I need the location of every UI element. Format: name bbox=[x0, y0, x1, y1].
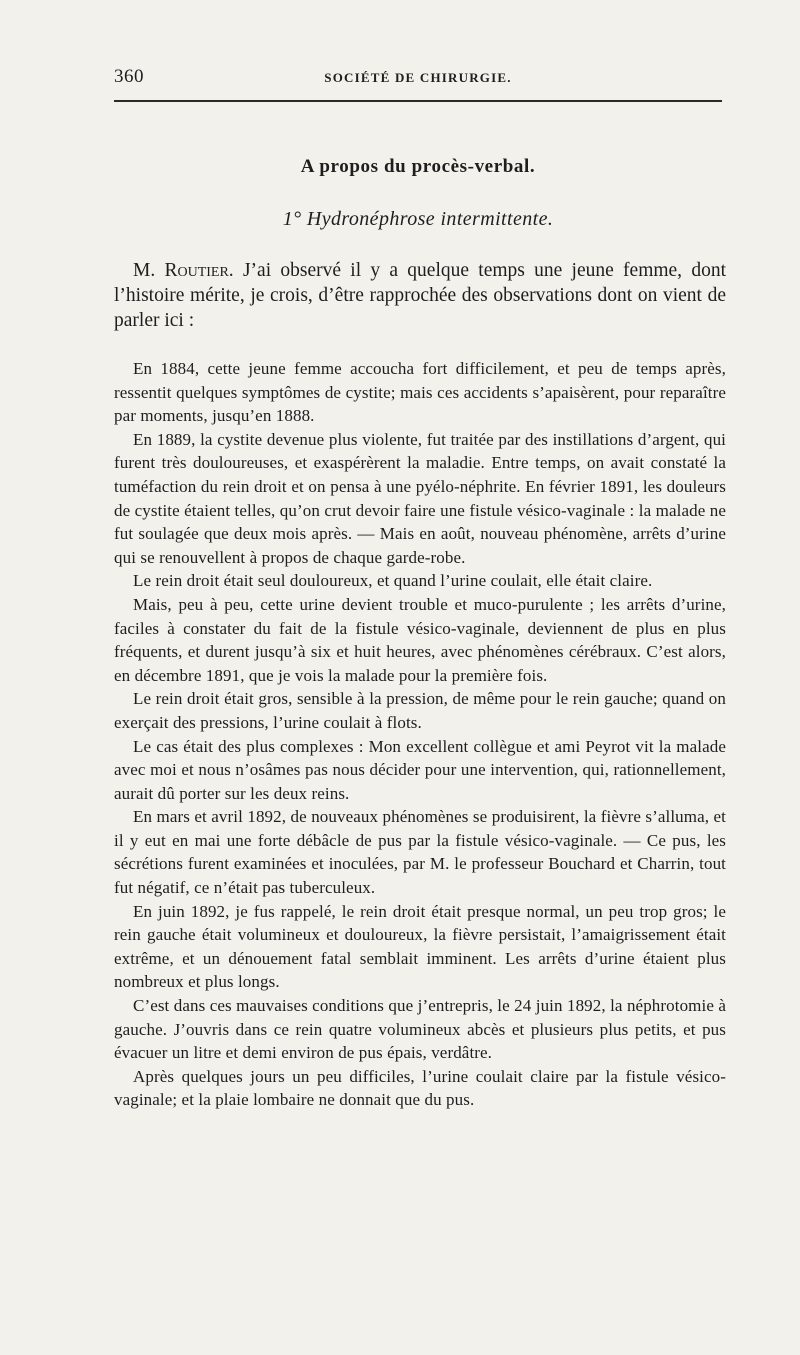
paragraph: Après quelques jours un peu difficiles, l’urine coulait claire par la fistule vésico-vaginale; et la plaie lombaire ne donnait que du pus. bbox=[114, 1066, 726, 1110]
running-head: SOCIÉTÉ DE CHIRURGIE. bbox=[324, 70, 512, 85]
paragraph: Le rein droit était seul douloureux, et quand l’urine coulait, elle était claire. bbox=[133, 571, 653, 591]
subsection-title: 1° Hydronéphrose intermittente. bbox=[282, 208, 554, 230]
paragraph: Mais, peu à peu, cette urine devient trouble et muco-purulente ; les arrêts d’urine, faciles à constater du fait de la fistule vésico-vaginale, deviennent de plus en plus fréquents, et durent jusqu’à six et huit heures, avec phénomènes cérébraux. C’est alors, en décembre 1891, que je vois la malade pour la première fois. bbox=[114, 594, 726, 685]
paragraph: C’est dans ces mauvaises conditions que j’entrepris, le 24 juin 1892, la néphrotomie à gauche. J’ouvris dans ce rein quatre volumineux abcès et plusieurs plus petits, et pus évacuer un litre et demi environ de pus épais, verdâtre. bbox=[114, 996, 726, 1063]
paragraph: En 1889, la cystite devenue plus violente, fut traitée par des instillations d’argent, qui furent très douloureuses, et exaspérèrent la maladie. Entre temps, on avait constaté la tuméfaction du rein droit et on pensa à une pyélo-néphrite. En février 1891, les douleurs de cystite étaient telles, qu’on crut devoir faire une fistule vésico-vaginale : la malade ne fut soulagée que deux mois après. — Mais en août, nouveau phénomène, arrêts d’urine qui se renouvellent à propos de chaque garde-robe. bbox=[114, 429, 726, 567]
page-header bbox=[114, 62, 722, 96]
intro-text: J’ai observé il y a quelque temps une jeune femme, dont l’histoire mérite, je crois, d’être rapprochée des observations dont on vient de parler ici : bbox=[114, 260, 726, 331]
speaker-name: M. Routier. bbox=[133, 260, 234, 281]
paragraph: En juin 1892, je fus rappelé, le rein droit était presque normal, un peu trop gros; le rein gauche était volumineux et douloureux, la fièvre persistait, l’amaigrissement était extrême, et un dénouement fatal semblait imminent. Les arrêts d’urine étaient plus nombreux et plus longs. bbox=[114, 901, 726, 992]
header-rule bbox=[114, 100, 722, 102]
paragraph: Le cas était des plus complexes : Mon excellent collègue et ami Peyrot vit la malade avec moi et nous n’osâmes pas nous décider pour une intervention, qui, rationnellement, aurait dû porter sur les deux reins. bbox=[114, 736, 726, 803]
body-text bbox=[114, 357, 726, 1112]
page-number: 360 bbox=[114, 66, 144, 87]
paragraph: Le rein droit était gros, sensible à la pression, de même pour le rein gauche; quand on exerçait des pressions, l’urine coulait à flots. bbox=[114, 689, 726, 732]
paragraph: En mars et avril 1892, de nouveaux phénomènes se produisirent, la fièvre s’alluma, et il y eut en mai une forte débâcle de pus par la fistule vésico-vaginale. — Ce pus, les sécrétions furent examinées et inoculées, par M. le professeur Bouchard et Charrin, tout fut négatif, ce n’était pas tuberculeux. bbox=[114, 807, 726, 898]
paragraph: En 1884, cette jeune femme accoucha fort difficilement, et peu de temps après, ressentit quelques symptômes de cystite; mais ces accidents s’apaisèrent, pour reparaître par moments, jusqu’en 1888. bbox=[114, 359, 726, 426]
intro-paragraph bbox=[114, 258, 726, 333]
section-title: A propos du procès-verbal. bbox=[300, 156, 536, 177]
